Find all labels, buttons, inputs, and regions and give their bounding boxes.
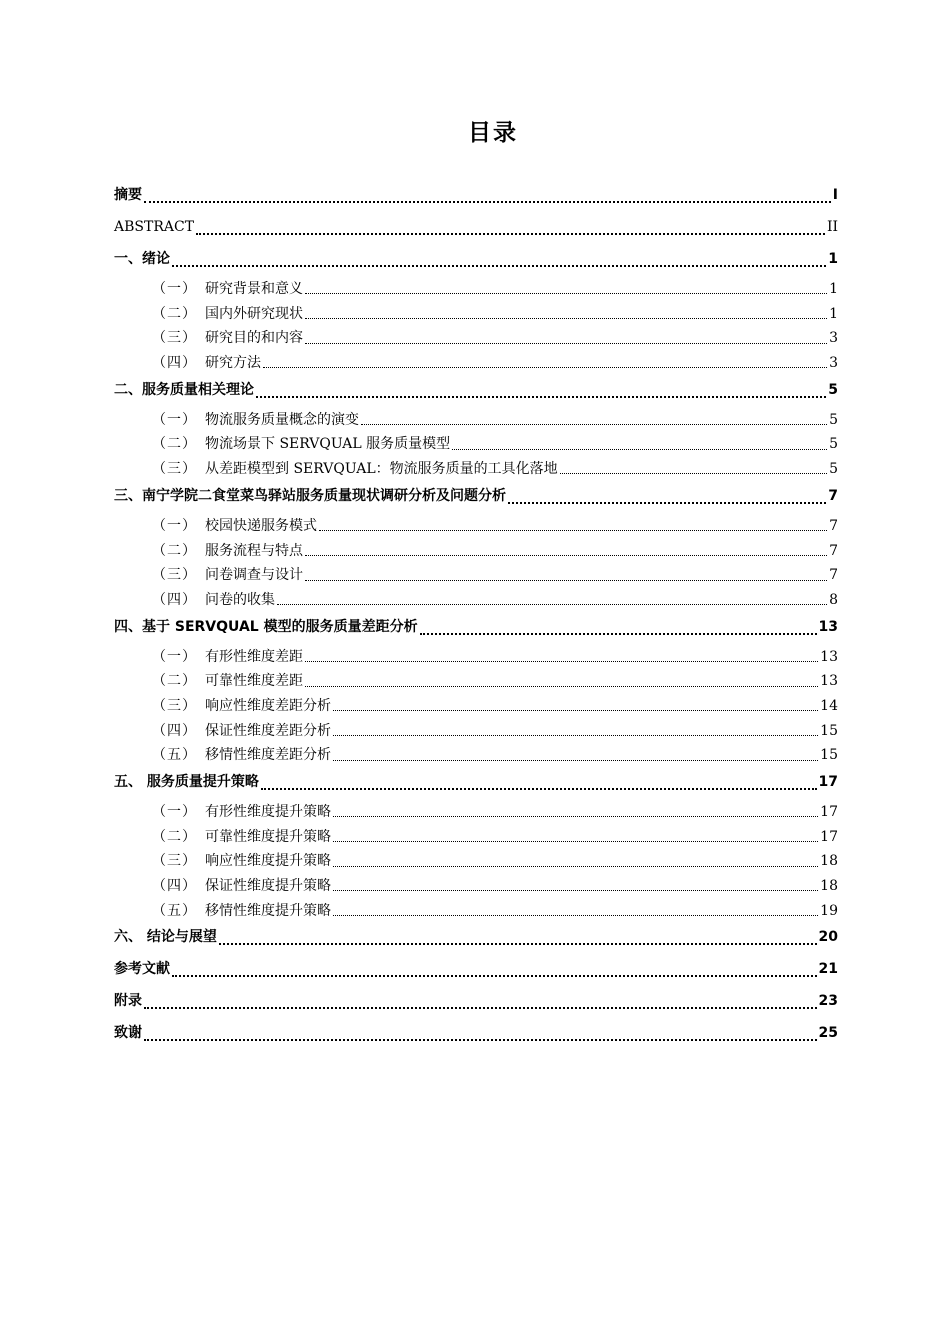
toc-entry-title [114,376,254,404]
toc-entry-number: （二） [152,436,197,453]
dot-leader [305,318,827,319]
toc-entry-section[interactable] [114,899,838,924]
toc-entry-label: 国内外研究现状 [205,305,303,322]
toc-entry-section[interactable] [114,825,838,850]
toc-page-number: II [826,219,838,235]
toc-page-number: 5 [829,411,838,428]
toc-entry-label: 响应性维度差距分析 [205,697,331,714]
toc-entry-label: 服务质量相关理论 [142,381,254,398]
dot-leader [144,1007,817,1009]
toc-entry-number: （四） [152,355,197,372]
toc-entry-section[interactable] [114,874,838,899]
toc-entry-section[interactable] [114,277,838,302]
toc-page-number: 15 [820,747,838,764]
toc-page-number: 20 [818,929,838,946]
toc-entry-number: 四、 [114,618,142,635]
toc-page-number: 3 [829,330,838,347]
toc-entry-title [152,719,331,744]
toc-entry-title [152,302,303,327]
toc-page-number: 17 [820,804,838,820]
dot-leader [305,555,827,556]
toc-entry-title [114,768,259,796]
toc-entry-section[interactable] [114,351,838,376]
toc-entry-label: 物流场景下 SERVQUAL 服务质量模型 [205,436,451,453]
toc-entry-number: 五、 [114,774,142,790]
toc-page-number: 5 [829,461,838,478]
dot-leader [452,449,827,450]
toc-entry-title [152,849,331,874]
toc-entry-number: （二） [152,305,197,322]
toc-entry-number: 二、 [114,381,142,398]
toc-page-number: 7 [828,487,838,504]
dot-leader [361,424,827,425]
toc-entry-label: 参考文献 [114,961,170,978]
toc-entry-title [152,800,331,825]
dot-leader [305,661,818,662]
toc-entry-label: 保证性维度差距分析 [205,722,331,739]
toc-entry-title [152,899,331,924]
toc-page-number: 7 [829,517,838,534]
toc-entry-label: 服务质量提升策略 [142,774,259,790]
toc-entry-title [152,432,450,457]
toc-entry-section[interactable] [114,563,838,588]
toc-entry-chapter[interactable] [114,181,838,213]
toc-entry-title [152,563,303,588]
toc-entry-chapter[interactable] [114,245,838,277]
toc-entry-title [152,326,303,351]
toc-entry-title [152,669,303,694]
toc-entry-label: 致谢 [114,1025,142,1042]
toc-entry-label: 研究背景和意义 [205,281,303,297]
toc-entry-number: 三、 [114,487,142,504]
toc-entry-title [152,351,261,376]
toc-page-number: 23 [818,993,838,1010]
toc-entry-number: （四） [152,878,197,895]
toc-entry-label: 可靠性维度差距 [205,673,303,690]
page-title: 目录 [468,120,518,146]
dot-leader [305,686,818,687]
dot-leader [277,604,827,605]
toc-entry-section[interactable] [114,645,838,670]
toc-entry-section[interactable] [114,743,838,768]
toc-entry-label: 有形性维度提升策略 [205,804,331,820]
toc-entry-number: （四） [152,591,197,608]
toc-page-number: 15 [820,722,838,739]
toc-entry-number: （一） [152,804,197,820]
toc-page-number: 13 [820,673,838,690]
toc-entry-label: 保证性维度提升策略 [205,878,331,895]
dot-leader [333,710,818,711]
toc-entry-section[interactable] [114,800,838,825]
toc-entry-label: 研究方法 [205,355,261,372]
toc-page-number: 1 [829,281,838,297]
dot-leader [172,975,817,977]
toc-entry-title [152,277,303,302]
toc-page-number: 5 [829,436,838,453]
toc-page-number: 17 [818,774,838,790]
toc-entry-label: 南宁学院二食堂菜鸟驿站服务质量现状调研分析及问题分析 [142,487,506,504]
toc-entry-chapter[interactable] [114,923,838,955]
toc-entry-label: 问卷的收集 [205,591,275,608]
toc-page-number: 1 [828,251,838,267]
toc-entry-label: 服务流程与特点 [205,542,303,559]
dot-leader [333,760,818,761]
dot-leader [196,233,825,235]
toc-page-number: 5 [828,381,838,398]
toc-page-number: 3 [829,355,838,372]
toc-entry-number: （二） [152,673,197,690]
toc-entry-title [114,213,194,241]
toc-entry-section[interactable] [114,669,838,694]
toc-entry-title [114,955,170,983]
toc-entry-label: 移情性维度提升策略 [205,902,331,919]
toc-entry-title [114,613,418,641]
dot-leader [305,580,827,581]
dot-leader [305,293,827,294]
toc-entry-title [114,923,217,951]
toc-page-number: 19 [820,902,838,919]
dot-leader [333,735,818,736]
toc-entry-label: 物流服务质量概念的演变 [205,411,359,428]
toc-entry-section[interactable] [114,719,838,744]
toc-entry-chapter[interactable] [114,482,838,514]
toc-entry-chapter[interactable] [114,987,838,1019]
toc-entry-label: 校园快递服务模式 [205,517,317,534]
toc-entry-label: 研究目的和内容 [205,330,303,347]
toc-page-number: 21 [818,961,838,978]
dot-leader [263,367,827,368]
toc-entry-title [114,181,142,209]
toc-entry-chapter[interactable] [114,213,838,245]
toc-entry-section[interactable] [114,408,838,433]
toc-page-number: I [832,187,838,203]
dot-leader [333,841,818,842]
toc-page-number: 25 [818,1025,838,1042]
dot-leader [219,943,817,945]
toc-entry-section[interactable] [114,539,838,564]
dot-leader [172,265,826,267]
toc-entry-number: （二） [152,542,197,559]
toc-entry-label: 附录 [114,993,142,1010]
toc-page-number: 18 [820,878,838,895]
dot-leader [144,1039,817,1041]
toc-entry-title [152,539,303,564]
toc-entry-title [152,825,331,850]
toc-entry-number: （三） [152,461,197,478]
toc-entry-section[interactable] [114,588,838,613]
toc-entry-label: 可靠性维度提升策略 [205,828,331,845]
toc-entry-number: （一） [152,517,197,534]
toc-entry-section[interactable] [114,326,838,351]
toc-entry-label: 基于 SERVQUAL 模型的服务质量差距分析 [142,618,418,635]
toc-entry-label: 有形性维度差距 [205,648,303,665]
toc-entry-number: （三） [152,330,197,347]
toc-entry-number: （五） [152,747,197,764]
toc-entry-label: 结论与展望 [142,929,217,946]
toc-entry-section[interactable] [114,457,838,482]
toc-entry-label: 问卷调查与设计 [205,567,303,584]
toc-entry-chapter[interactable] [114,1019,838,1051]
toc-page-number: 13 [818,618,838,635]
dot-leader [144,201,831,203]
toc-page-number: 17 [820,828,838,845]
toc-entry-section[interactable] [114,432,838,457]
toc-entry-number: （一） [152,281,197,297]
toc-entry-title [114,482,506,510]
dot-leader [305,343,827,344]
dot-leader [333,890,818,891]
toc-entry-section[interactable] [114,849,838,874]
toc-page-number: 18 [820,853,838,870]
toc-entry-title [152,514,317,539]
toc-entry-title [152,743,331,768]
toc-entry-number: （一） [152,648,197,665]
toc-entry-label: 从差距模型到 SERVQUAL：物流服务质量的工具化落地 [205,461,558,478]
toc-page-number: 1 [829,305,838,322]
toc-entry-number: 一、 [114,251,142,267]
dot-leader [560,473,827,474]
toc-entry-label: ABSTRACT [114,219,195,235]
toc-entry-number: （三） [152,853,197,870]
toc-entry-label: 绪论 [142,251,170,267]
dot-leader [508,502,826,504]
toc-page-number: 7 [829,567,838,584]
toc-entry-section[interactable] [114,514,838,539]
dot-leader [333,816,818,817]
toc-entry-number: （三） [152,567,197,584]
toc-entry-section[interactable] [114,302,838,327]
toc-entry-chapter[interactable] [114,955,838,987]
toc-entry-title [152,457,558,482]
toc-entry-title [152,408,359,433]
toc-entry-title [114,245,170,273]
toc-entry-chapter[interactable] [114,376,838,408]
toc-page-number: 14 [820,697,838,714]
toc-entry-number: （二） [152,828,197,845]
toc-page-number: 7 [829,542,838,559]
dot-leader [261,788,817,790]
toc-entry-title [114,1019,142,1047]
toc-entry-title [152,588,275,613]
dot-leader [319,530,827,531]
toc-entry-label: 移情性维度差距分析 [205,747,331,764]
toc-entry-number: 六、 [114,929,142,946]
dot-leader [420,633,817,635]
toc-entry-number: （五） [152,902,197,919]
toc-entry-section[interactable] [114,694,838,719]
toc-entry-label: 响应性维度提升策略 [205,853,331,870]
toc-page-number: 8 [829,591,838,608]
toc-entry-chapter[interactable] [114,768,838,800]
dot-leader [256,396,826,398]
dot-leader [333,866,818,867]
toc-entry-label: 摘要 [114,187,142,203]
toc-entry-title [114,987,142,1015]
toc-entry-title [152,874,331,899]
dot-leader [333,915,818,916]
toc-entry-title [152,645,303,670]
toc-page-number: 13 [820,648,838,665]
toc-entry-chapter[interactable] [114,613,838,645]
toc-entry-title [152,694,331,719]
table-of-contents [114,181,838,1051]
toc-entry-number: （一） [152,411,197,428]
toc-entry-number: （三） [152,697,197,714]
toc-entry-number: （四） [152,722,197,739]
